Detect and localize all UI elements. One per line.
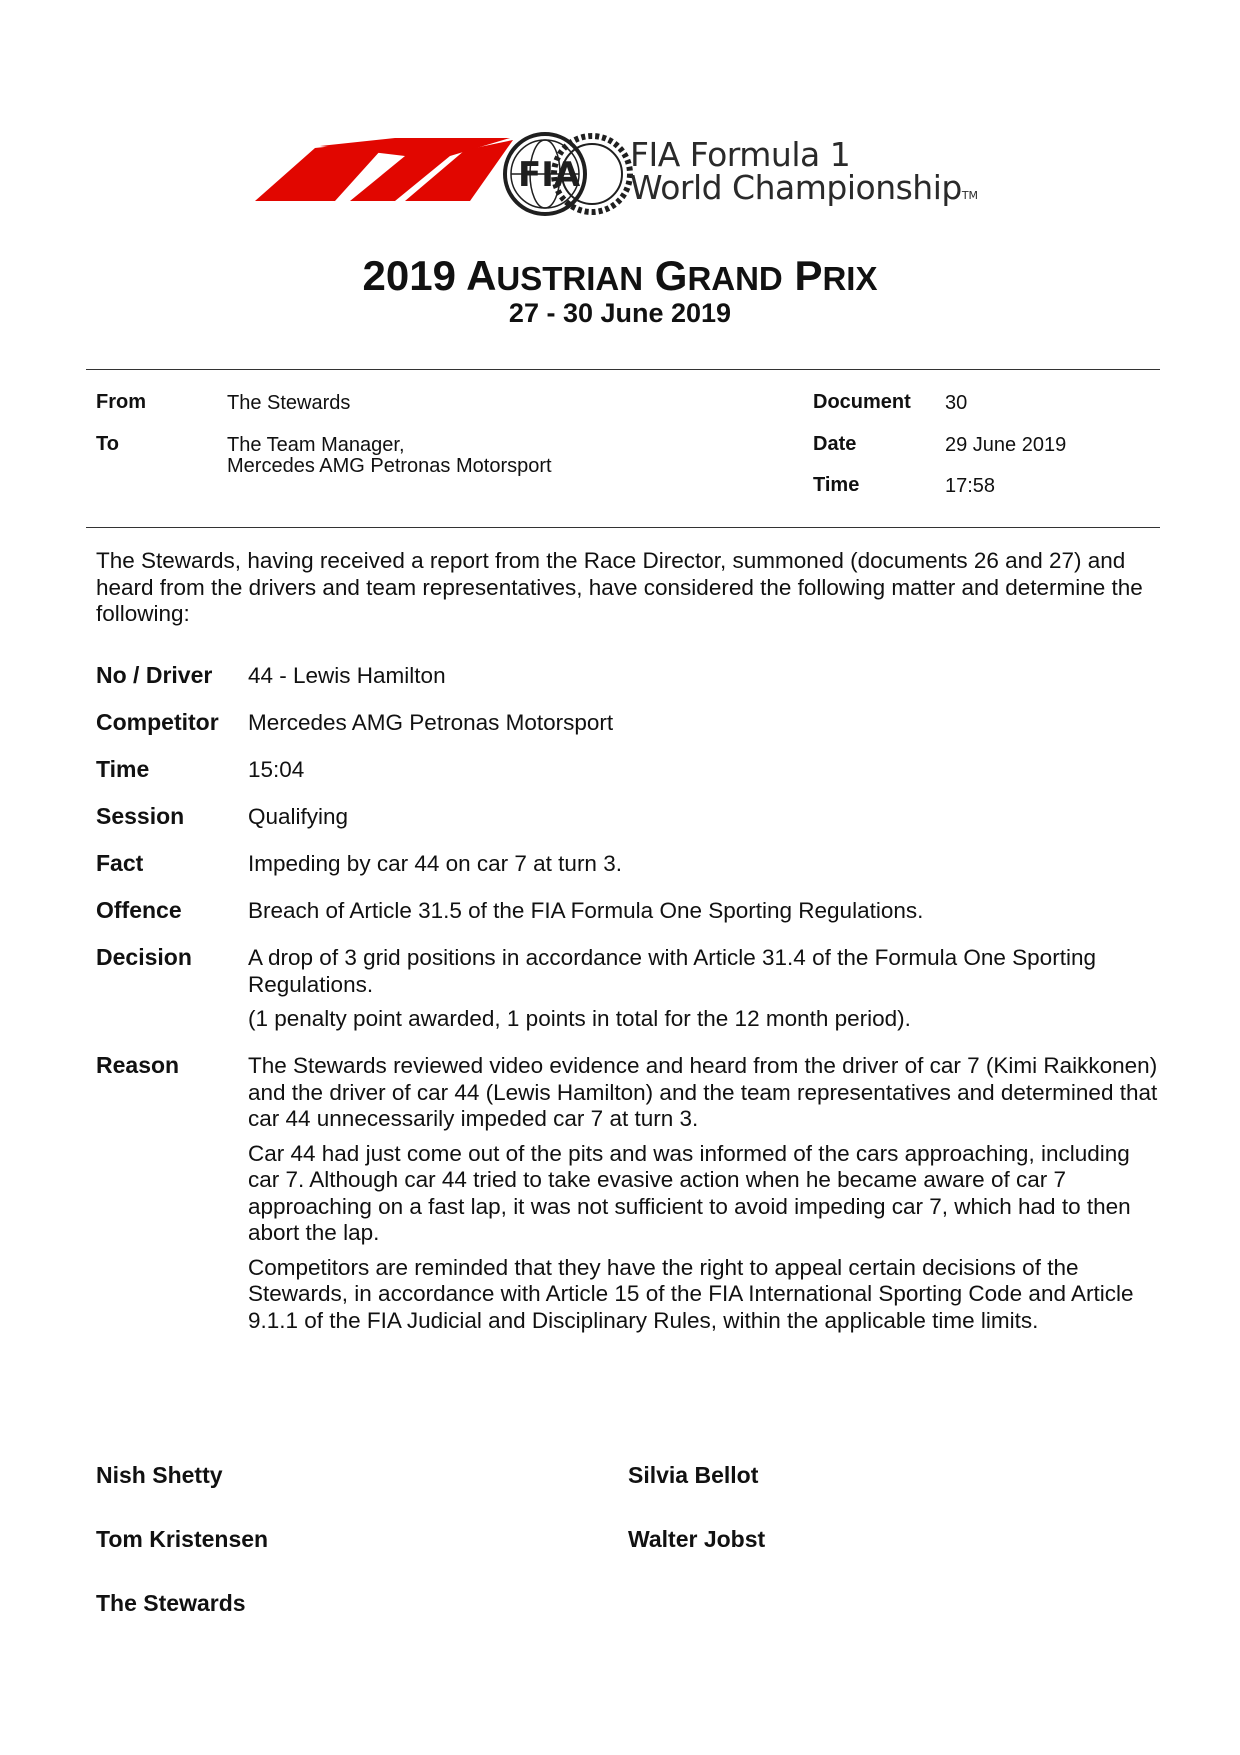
- decision-label: Decision: [96, 944, 192, 970]
- offence-value: Breach of Article 31.5 of the FIA Formula One Sporting Regulations.: [248, 898, 924, 923]
- from-label: From: [96, 391, 146, 413]
- reason-label: Reason: [96, 1052, 180, 1078]
- logo-line-1: FIA Formula 1: [630, 135, 851, 174]
- stewards-closing: The Stewards: [96, 1590, 246, 1616]
- logo-trademark: TM: [961, 189, 979, 202]
- time-label: Time: [813, 474, 860, 496]
- field-time-label: Time: [96, 756, 150, 782]
- svg-text:FIA: FIA: [518, 155, 581, 195]
- decision-paragraph-1: A drop of 3 grid positions in accordance with Article 31.4 of the Formula One Sporting Regulations.: [248, 945, 1096, 997]
- date-value: 29 June 2019: [945, 434, 1067, 456]
- fact-value: Impeding by car 44 on car 7 at turn 3.: [248, 851, 622, 876]
- to-line-1: The Team Manager,: [227, 434, 405, 456]
- driver-label: No / Driver: [96, 662, 213, 688]
- steward-name: Nish Shetty: [96, 1462, 223, 1488]
- session-label: Session: [96, 803, 185, 829]
- divider-top: [86, 369, 1160, 370]
- from-value: The Stewards: [227, 392, 351, 414]
- to-value: [227, 435, 552, 477]
- date-label: Date: [813, 433, 857, 455]
- time-value: 17:58: [945, 475, 996, 497]
- to-line-2: Mercedes AMG Petronas Motorsport: [227, 455, 552, 477]
- event-year: 2019: [362, 252, 456, 299]
- steward-name: Walter Jobst: [628, 1526, 766, 1552]
- reason-paragraph-1: The Stewards reviewed video evidence and heard from the driver of car 7 (Kimi Raikkonen) and the driver of car 44 (Lewis Hamilton) and the team representatives and determined that car 44 unnecessarily impeded car 7 at turn 3.: [248, 1053, 1158, 1131]
- fia-globe-icon: [505, 134, 585, 214]
- document-value: 30: [945, 392, 968, 414]
- divider-bottom: [86, 527, 1160, 528]
- to-label: To: [96, 433, 119, 455]
- reason-paragraph-2: Car 44 had just come out of the pits and was informed of the cars approaching, including car 7. Although car 44 tried to take evasive action when he became aware of car 7 approaching on a fast lap, it was not sufficient to avoid impeding car 7, which had to then abort the lap.: [248, 1140, 1131, 1245]
- f1-logo-icon: [255, 138, 513, 201]
- logo-wordmark: [630, 135, 979, 212]
- document-label: Document: [813, 391, 911, 413]
- competitor-label: Competitor: [96, 709, 219, 735]
- event-dates: 27 - 30 June 2019: [508, 298, 732, 328]
- fact-label: Fact: [96, 850, 144, 876]
- session-value: Qualifying: [248, 804, 349, 829]
- intro-paragraph: The Stewards, having received a report from the Race Director, summoned (documents 26 and 27) and heard from the drivers and team representatives, have considered the following matter and determine the following:: [96, 548, 1143, 626]
- decision-value: [248, 945, 1166, 1041]
- driver-value: 44 - Lewis Hamilton: [248, 663, 446, 688]
- reason-value: [248, 1053, 1166, 1342]
- reason-paragraph-3: Competitors are reminded that they have the right to appeal certain decisions of the Stewards, in accordance with Article 15 of the FIA International Sporting Code and Article 9.1.1 of the FIA Judicial and Disciplinary Rules, within the applicable time limits.: [248, 1254, 1134, 1333]
- decision-paragraph-2: (1 penalty point awarded, 1 points in total for the 12 month period).: [248, 1006, 911, 1031]
- event-title: 2019 AUSTRIAN GRAND PRIX: [362, 252, 878, 299]
- steward-name: Silvia Bellot: [628, 1462, 759, 1488]
- logo-line-2: World Championship: [630, 168, 962, 207]
- competitor-value: Mercedes AMG Petronas Motorsport: [248, 710, 614, 735]
- steward-name: Tom Kristensen: [96, 1526, 269, 1552]
- field-time-value: 15:04: [248, 757, 305, 782]
- offence-label: Offence: [96, 897, 182, 923]
